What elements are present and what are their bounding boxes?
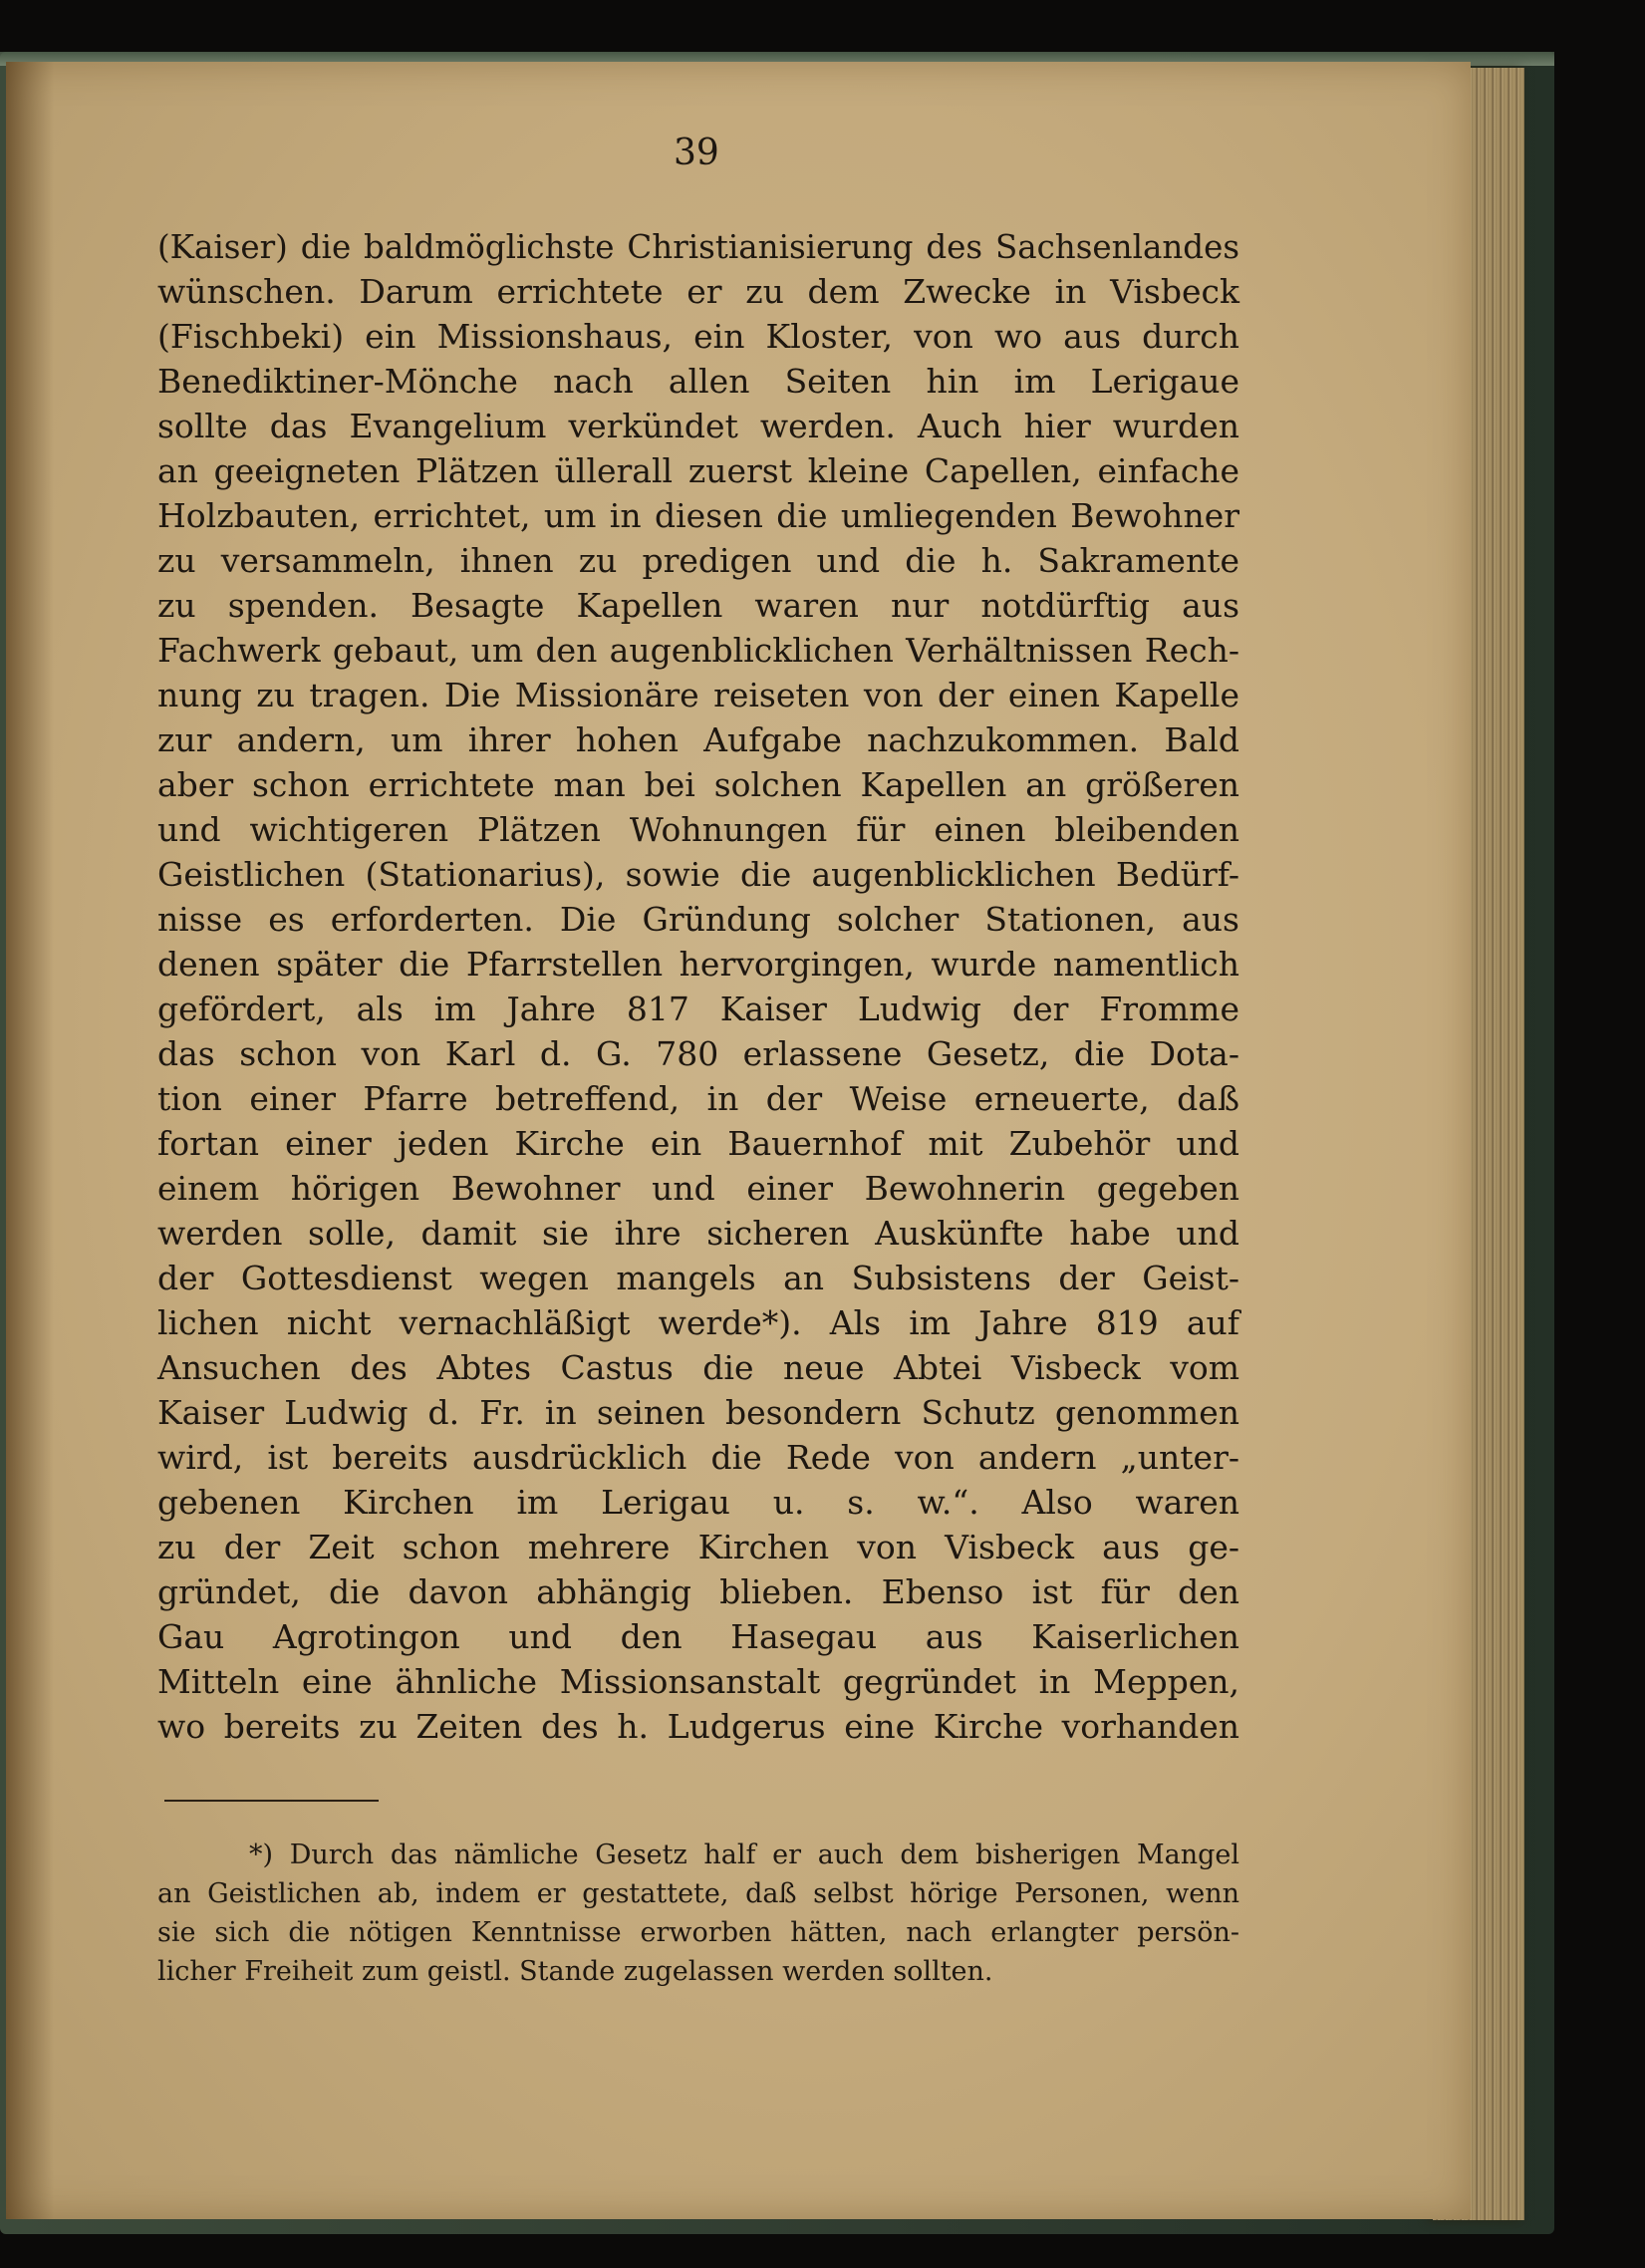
text-line: wo bereits zu Zeiten des h. Ludgerus eine Kirche vorhanden (157, 1707, 1239, 1746)
text-line: tion einer Pfarre betreffend, in der Weise erneuerte, daß (157, 1079, 1239, 1118)
text-line: Holzbauten, errichtet, um in diesen die umliegenden Bewohner (157, 496, 1239, 535)
footnote-line: sie sich die nötigen Kenntnisse erworben hätten, nach erlangter persön- (157, 1917, 1239, 1948)
page-number: 39 (674, 133, 719, 173)
text-line: fortan einer jeden Kirche ein Bauernhof mit Zubehör und (157, 1124, 1239, 1163)
text-line: und wichtigeren Plätzen Wohnungen für einen bleibenden (157, 810, 1239, 849)
text-line: Benediktiner-Mönche nach allen Seiten hin im Lerigaue (157, 362, 1239, 401)
text-line: nisse es erforderten. Die Gründung solcher Stationen, aus (157, 900, 1239, 939)
text-line: an geeigneten Plätzen üllerall zuerst kleine Capellen, einfache (157, 451, 1239, 490)
text-line: gebenen Kirchen im Lerigau u. s. w.“. Also waren (157, 1483, 1239, 1522)
text-line: sollte das Evangelium verkündet werden. Auch hier wurden (157, 407, 1239, 445)
text-line: gefördert, als im Jahre 817 Kaiser Ludwig der Fromme (157, 990, 1239, 1028)
text-line: Fachwerk gebaut, um den augenblicklichen Verhältnissen Rech- (157, 631, 1239, 670)
text-line: Ansuchen des Abtes Castus die neue Abtei Visbeck vom (157, 1348, 1239, 1387)
text-line: denen später die Pfarrstellen hervorgingen, wurde namentlich (157, 945, 1239, 984)
text-line: Kaiser Ludwig d. Fr. in seinen besondern Schutz genommen (157, 1393, 1239, 1432)
binding-gutter-shadow (6, 62, 54, 2219)
text-line: wird, ist bereits ausdrücklich die Rede von andern „unter- (157, 1438, 1239, 1477)
text-line: zu spenden. Besagte Kapellen waren nur notdürftig aus (157, 586, 1239, 625)
text-line: zu versammeln, ihnen zu predigen und die h. Sakramente (157, 541, 1239, 580)
text-line: wünschen. Darum errichtete er zu dem Zwecke in Visbeck (157, 272, 1239, 311)
text-line: (Kaiser) die baldmöglichste Christianisierung des Sachsenlandes (157, 228, 1239, 266)
text-line: Gau Agrotingon und den Hasegau aus Kaiserlichen (157, 1617, 1239, 1656)
footnote-divider (164, 1800, 379, 1802)
text-line: lichen nicht vernachläßigt werde*). Als im Jahre 819 auf (157, 1303, 1239, 1342)
text-line: Geistlichen (Stationarius), sowie die augenblicklichen Bedürf- (157, 855, 1239, 894)
text-line: zur andern, um ihrer hohen Aufgabe nachzukommen. Bald (157, 720, 1239, 759)
text-line: gründet, die davon abhängig blieben. Ebenso ist für den (157, 1572, 1239, 1611)
text-line: aber schon errichtete man bei solchen Kapellen an größeren (157, 765, 1239, 804)
text-line: das schon von Karl d. G. 780 erlassene Gesetz, die Dota- (157, 1034, 1239, 1073)
text-line: (Fischbeki) ein Missionshaus, ein Kloster, von wo aus durch (157, 317, 1239, 356)
text-line: werden solle, damit sie ihre sicheren Auskünfte habe und (157, 1214, 1239, 1253)
footnote-line: licher Freiheit zum geistl. Stande zugelassen werden sollten. (157, 1956, 993, 1987)
footnote-line: an Geistlichen ab, indem er gestattete, daß selbst hörige Personen, wenn (157, 1878, 1239, 1909)
text-line: Mitteln eine ähnliche Missionsanstalt gegründet in Meppen, (157, 1662, 1239, 1701)
text-line: nung zu tragen. Die Missionäre reiseten von der einen Kapelle (157, 676, 1239, 714)
text-line: zu der Zeit schon mehrere Kirchen von Visbeck aus ge- (157, 1528, 1239, 1566)
text-line: einem hörigen Bewohner und einer Bewohnerin gegeben (157, 1169, 1239, 1208)
text-line: der Gottesdienst wegen mangels an Subsistens der Geist- (157, 1259, 1239, 1297)
footnote-line: *) Durch das nämliche Gesetz half er auch dem bisherigen Mangel (249, 1840, 1239, 1870)
